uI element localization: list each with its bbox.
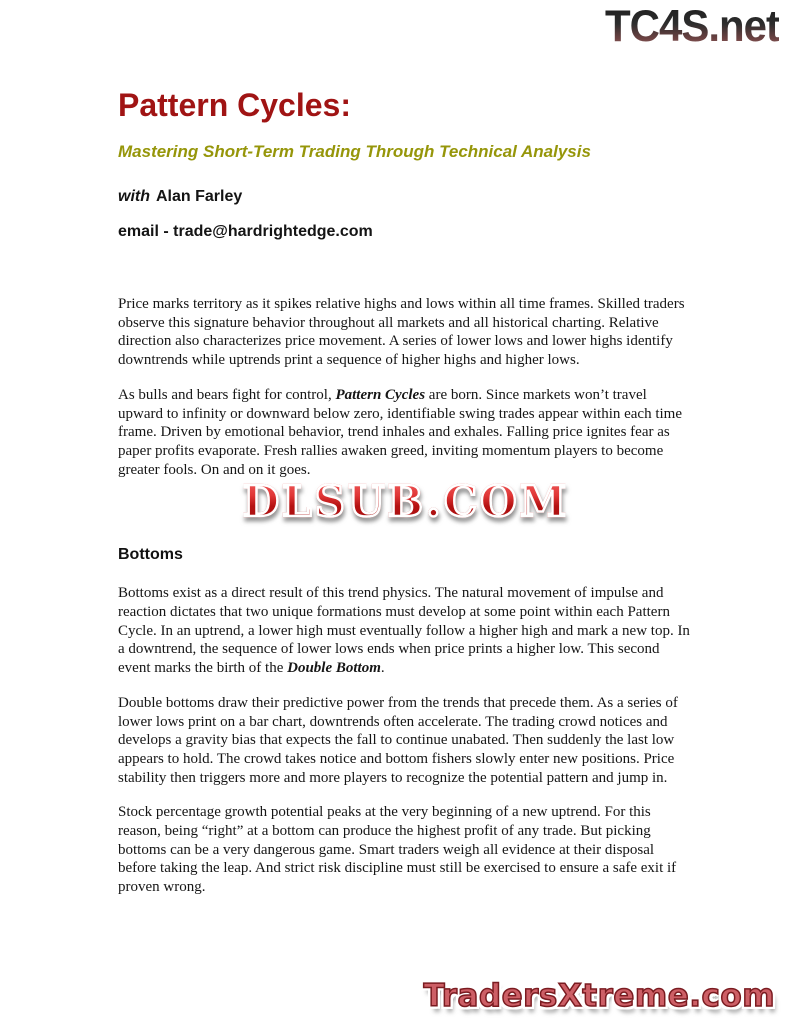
body-paragraph <box>118 694 694 788</box>
intro-paragraphs <box>118 295 694 479</box>
section-heading-bottoms: Bottoms <box>118 546 183 564</box>
author-name: Alan Farley <box>156 188 243 205</box>
text-segment: . <box>380 660 385 677</box>
emphasized-term: Pattern Cycles <box>335 386 426 403</box>
text-segment: Bottoms exist as a direct result of this trend physics. The natural movement of impulse and reaction dictates that two unique formations must develop at some point within each Pattern Cycle. In an uptrend, a lower high must eventually follow a higher high and mark a new top. In a downtrend, the sequence of lower lows ends when price prints a higher low. This second event marks the birth of the <box>118 585 690 677</box>
dlsub-watermark-row <box>118 477 694 529</box>
text-segment: Stock percentage growth potential peaks at the very beginning of a new uptrend. For this reason, being “right” at a bottom can produce the highest profit of any trade. But picking bottoms can be a very dangerous game. Smart traders weigh all evidence at their disposal before taking the leap. And strict risk discipline must still be exercised to ensure a safe exit if proven wrong. <box>118 804 677 896</box>
byline-prefix: with <box>118 188 150 205</box>
email-line: email - trade@hardrightedge.com <box>118 223 373 240</box>
body-paragraph <box>118 803 694 897</box>
body-paragraph <box>118 386 694 480</box>
emphasized-term: Double Bottom <box>287 660 381 677</box>
byline <box>118 187 694 206</box>
bottoms-paragraphs <box>118 584 694 897</box>
page-subtitle: Mastering Short-Term Trading Through Technical Analysis <box>118 142 591 161</box>
dlsub-watermark-logo: DLSUB.COM <box>242 477 570 527</box>
body-paragraph <box>118 295 694 370</box>
text-segment: Price marks territory as it spikes relative highs and lows within all time frames. Skilled traders observe this signature behavior throughout all markets and all historical charting. Relative direction also characterizes price movement. A series of lower lows and lower highs identify downtrends while uptrends print a sequence of higher highs and higher lows. <box>118 296 685 369</box>
article-body <box>118 0 694 913</box>
body-paragraph <box>118 584 694 678</box>
tc4s-watermark-logo: TC4S.net <box>604 1 779 51</box>
page-title: Pattern Cycles: <box>118 87 351 123</box>
text-segment: Double bottoms draw their predictive power from the trends that precede them. As a series of lower lows print on a bar chart, downtrends often accelerate. The trading crowd notices and develops a gravity bias that expects the fall to continue unabated. Then suddenly the last low appears to hold. The crowd takes notice and bottom fishers slowly enter new positions. Price stability then triggers more and more players to recognize the potential pattern and jump in. <box>118 694 678 786</box>
text-segment: are born. Since markets won’t travel upward to infinity or downward below zero, identifiable swing trades appear within each time frame. Driven by emotional behavior, trend inhales and exhales. Falling price ignites fear as paper profits evaporate. Fresh rallies awaken greed, inviting momentum players to become greater fools. On and on it goes. <box>118 386 682 478</box>
tradersxtreme-watermark-logo: TradersXtreme.com <box>423 978 775 1014</box>
text-segment: As bulls and bears fight for control, <box>118 386 336 403</box>
